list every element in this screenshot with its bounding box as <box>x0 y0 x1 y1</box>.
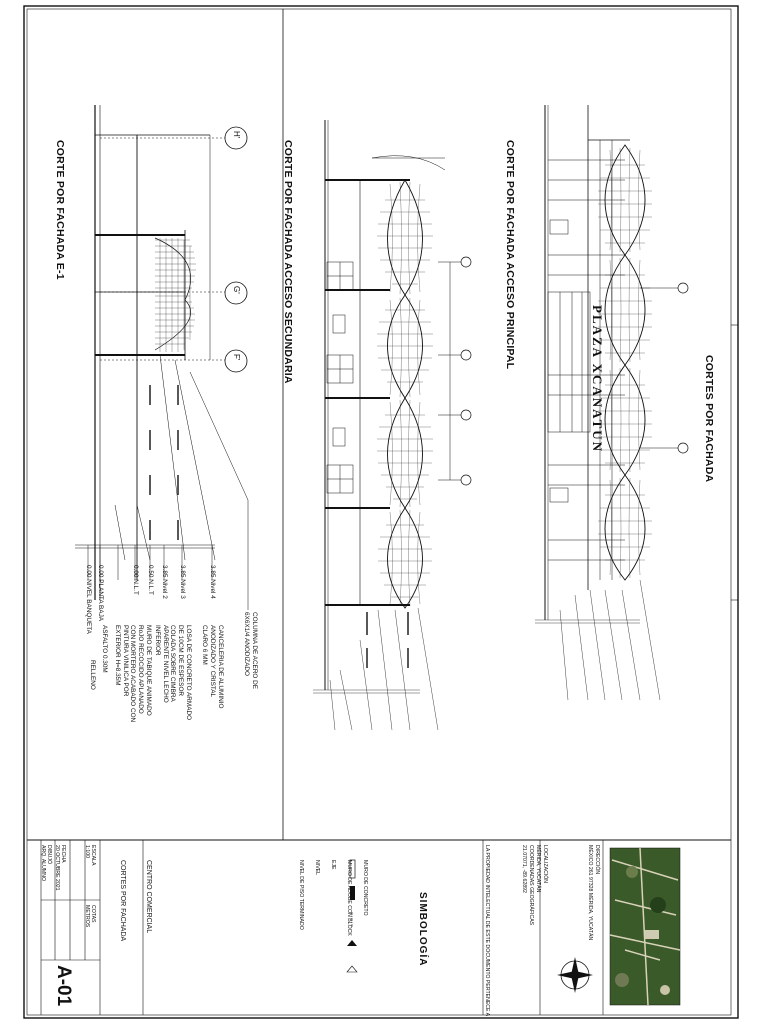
callout-glazing: CANCELERIA DE ALUMINIO ANODIZADO Y CRISTAL CLARO 6 MM <box>201 625 224 709</box>
level-label: 3.85 Nivel 4 <box>209 565 216 599</box>
project-name: CENTRO COMERCIAL <box>145 860 152 934</box>
legal-note: LA PROPIEDAD INTELECTUAL DE ESTE DOCUMENTO PERTENECE A <box>484 845 490 1017</box>
symbology-item: NIVEL DE PISO TERMINADO <box>298 860 304 930</box>
level-label: 0.00 N.L.T <box>132 565 139 595</box>
secondary-access-drawing <box>313 120 471 730</box>
direction-label: DIRECCIÓN <box>594 845 600 875</box>
section-e1-title: CORTE POR FACHADA E-1 <box>54 140 66 280</box>
north-arrow-icon <box>557 957 593 993</box>
symbology-item: NIVEL <box>314 860 320 875</box>
units-label: COTAS <box>90 905 96 923</box>
building-sign: PLAZA XCANATUN <box>590 305 605 454</box>
location-address: MÉRIDA, YUCATÁN <box>535 845 541 893</box>
level-label: 0.00 PLANTA BAJA <box>97 565 104 622</box>
callout-asphalt: ASFALTO 0.30M <box>101 625 108 673</box>
main-access-drawing <box>535 105 688 700</box>
symbology-item: EJE <box>330 860 336 870</box>
direction-value: MÉXICO 261 97328 MÉRIDA, YUCATÁN <box>587 845 593 941</box>
drawing-title: CORTES POR FACHADA <box>119 860 126 942</box>
axis-label-f: F' <box>232 354 241 361</box>
scale-label: ESCALA <box>90 845 96 866</box>
symbology-item: MURO DE ADOBE CON BLOCK <box>346 860 352 936</box>
callout-brick-wall: MURO DE TABIQUE ANIMADO RoJO RECOCIDO APLANADO CON MORTERO ACABADO CON PINTURA VINILICA POR EXTERIOR H=8.35M <box>113 625 152 723</box>
overall-title: CORTES POR FACHADA <box>703 355 715 483</box>
units-value: METROS <box>84 905 90 928</box>
level-label: 0.50 N.L.T <box>147 565 154 595</box>
drew-value: ARQ. ALUMNO <box>40 845 46 882</box>
date-value: 20 OCTUBRE 2021 <box>54 845 60 891</box>
drew-label: DIBUJÓ <box>46 845 52 865</box>
level-label: 3.85 Nivel 2 <box>161 565 168 599</box>
location-label: LOCALIZACIÓN <box>542 845 548 884</box>
secondary-access-title: CORTE POR FACHADA ACCESO SECUNDARIA <box>282 140 294 384</box>
coords-label: COORDENADAS GEOGRÁFICAS <box>528 845 534 926</box>
symbology-title: SIMBOLOGÍA <box>417 892 428 967</box>
location-map-image <box>610 848 680 1005</box>
section-e1-drawing <box>75 105 248 610</box>
level-label: 0.00 NIVEL BANQUETA <box>85 565 92 634</box>
main-access-title: CORTE POR FACHADA ACCESO PRINCIPAL <box>504 140 516 370</box>
callout-concrete-slab: LOSA DE CONCRETO ARMADO DE 10CM DE ESPESOR COLADA SOBRE CIMBRA APARENTE NIVEL LECHO INFERIOR <box>153 625 192 721</box>
callout-fill: RELLENO <box>89 660 96 690</box>
axis-label-h: H' <box>232 131 241 139</box>
axis-label-g: G' <box>232 286 241 294</box>
callout-steel-column: COLUMNA DE ACERO DE 6X6X1/4 ANODIZADO <box>243 612 258 690</box>
coords-value: 21.07071, -89.62892 <box>521 845 527 893</box>
symbology-item: MURO DE CONCRETO <box>362 860 368 916</box>
scale-value: 1:100 <box>84 845 90 858</box>
date-label: FECHA <box>60 845 66 863</box>
level-label: 3.85 Nivel 3 <box>179 565 186 599</box>
sheet-number: A-01 <box>53 965 74 1007</box>
